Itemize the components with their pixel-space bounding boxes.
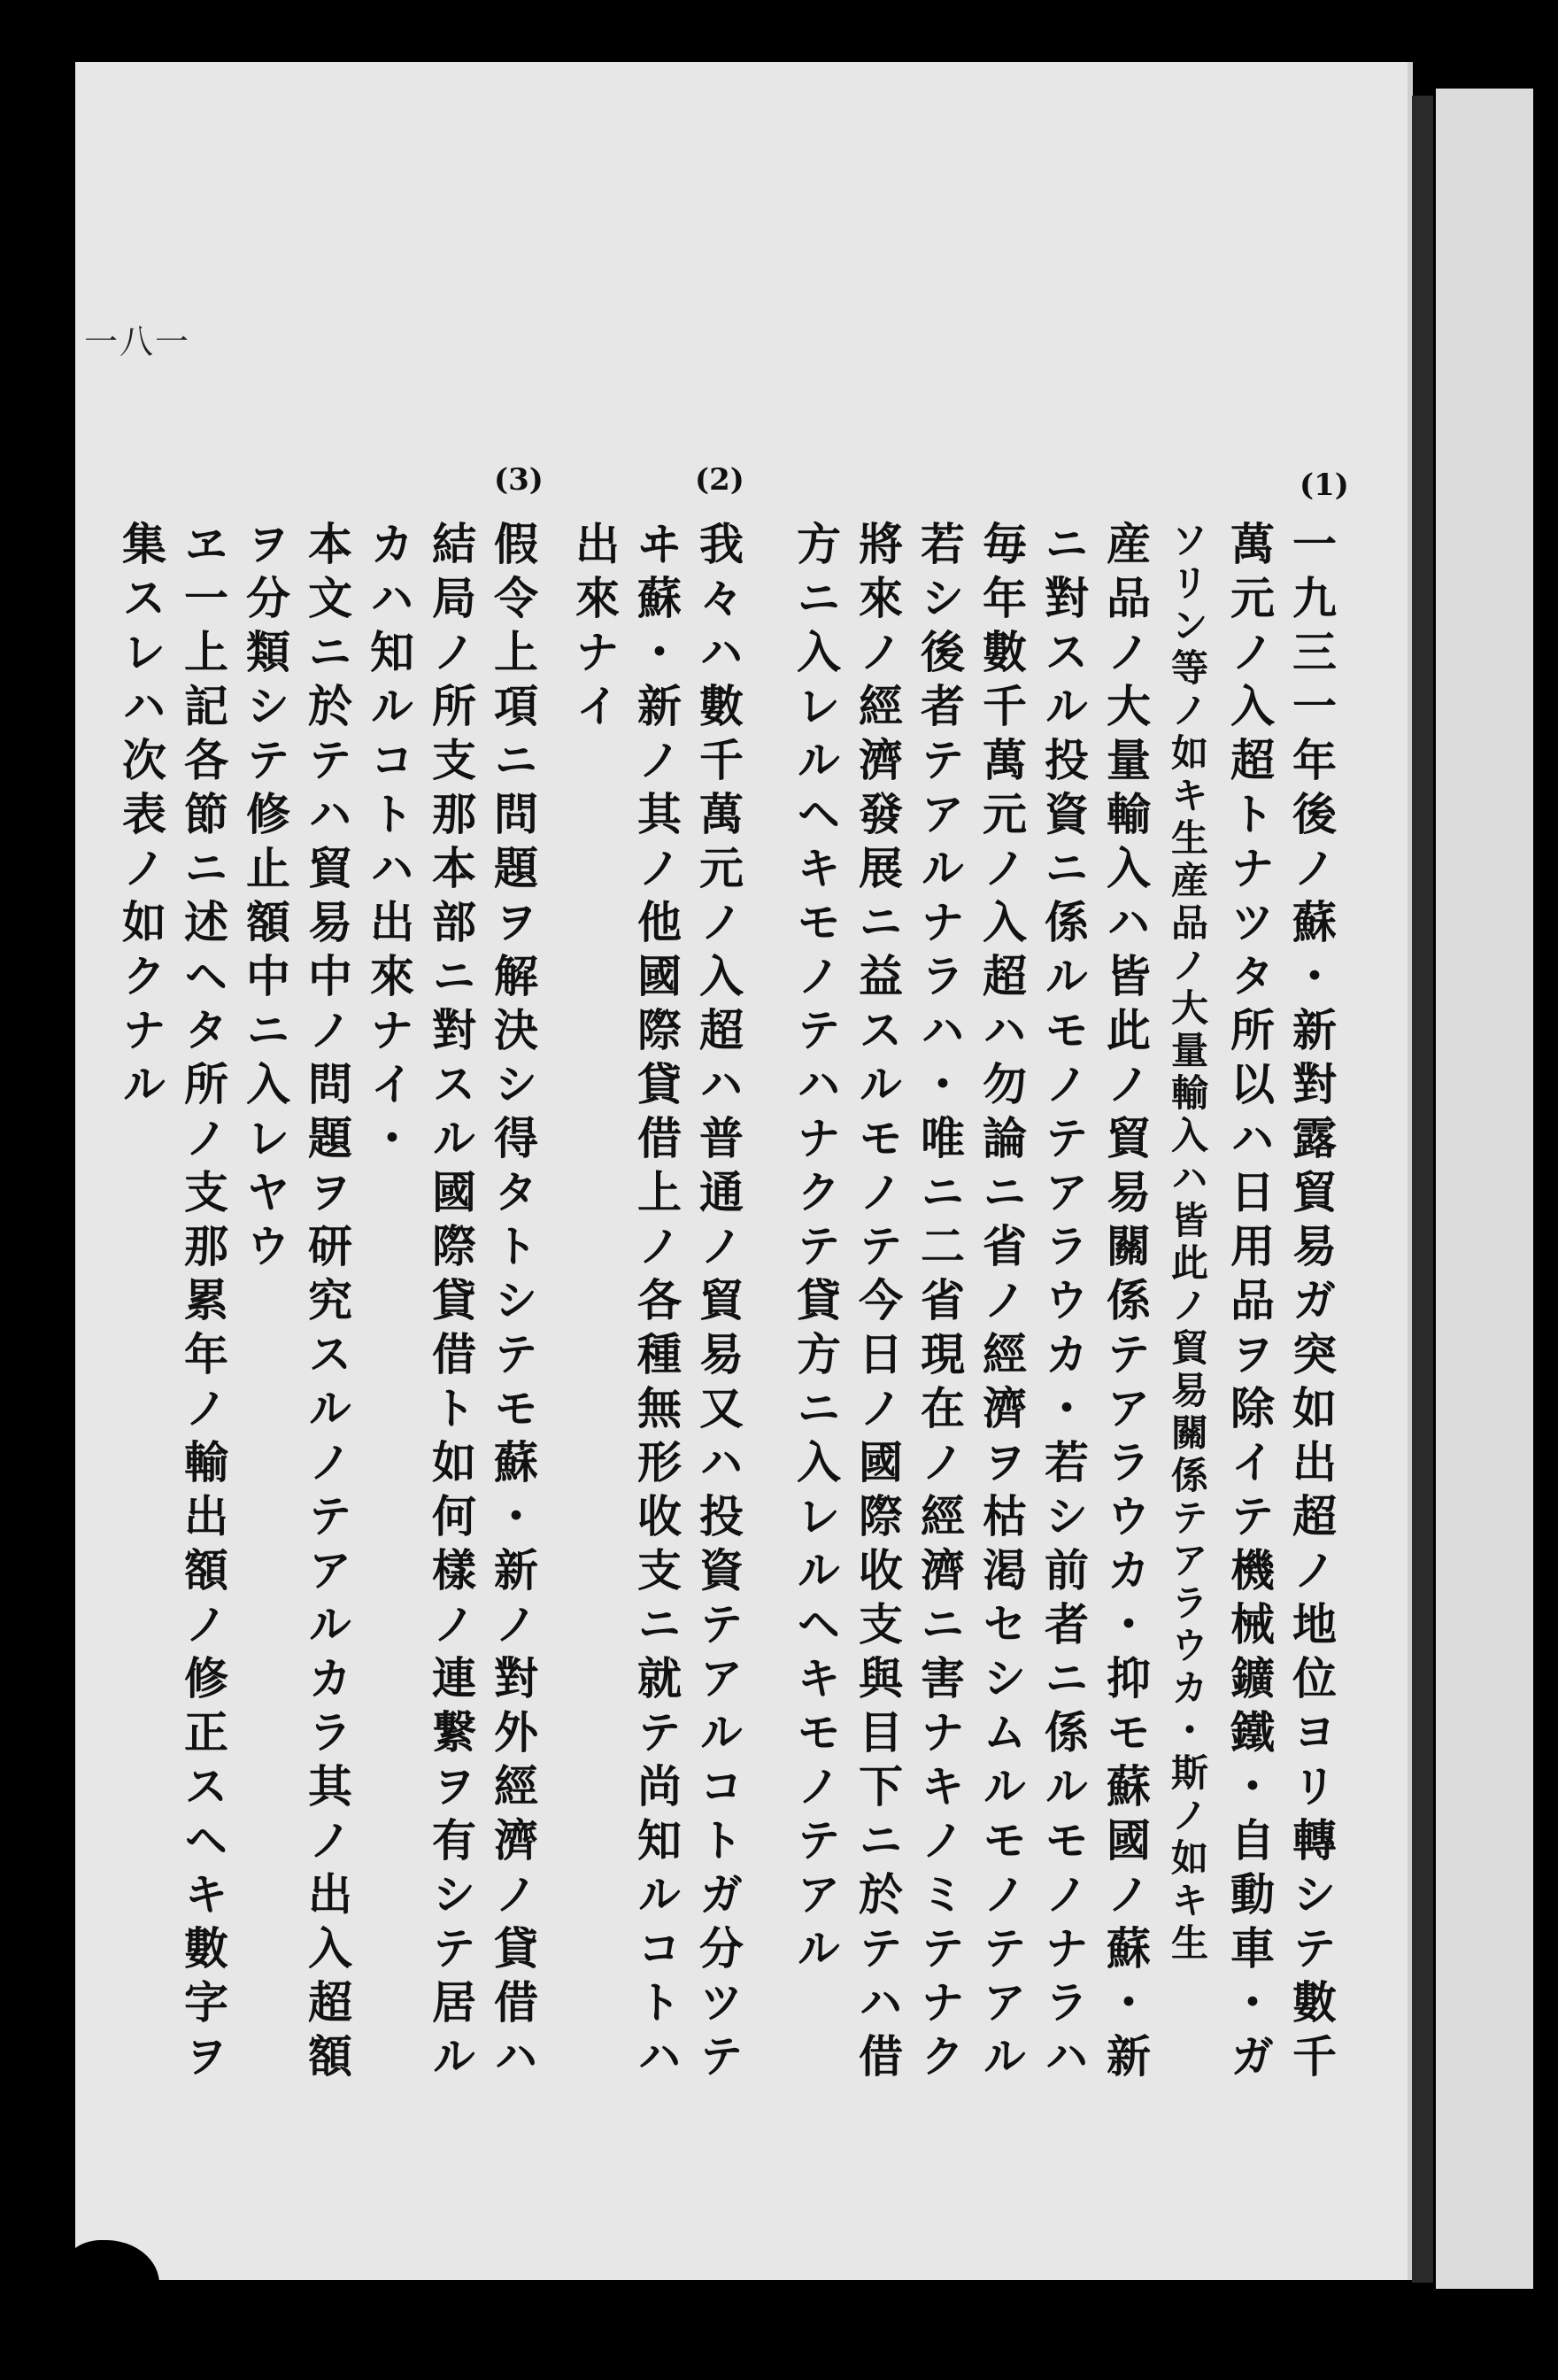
- text-column: カハ知ルコトハ出來ナイ・: [363, 521, 415, 1169]
- text-column: 結局ノ所支那本部ニ對スル國際貸借ト如何樣ノ連繋ヲ有シテ居ル: [425, 521, 477, 2087]
- text-column: 毎年數千萬元ノ入超ハ勿論ニ省ノ經濟ヲ枯渇セシムルモノテアル: [976, 521, 1028, 2087]
- text-column: ヱ一上記各節ニ述ヘタ所ノ支那累年ノ輸出額ノ修正スヘキ數字ヲ: [177, 521, 229, 2087]
- text-column: 萬元ノ入超トナツタ所以ハ日用品ヲ除イテ機械鑛鐵・自動車・ガ: [1223, 521, 1276, 2087]
- text-column: 産品ノ大量輸入ハ皆此ノ貿易關係テアラウカ・抑モ蘇國ノ蘇・新: [1099, 521, 1152, 2087]
- page-number: 一八一: [84, 322, 191, 361]
- text-column: 將來ノ經濟發展ニ益スルモノテ今日ノ國際收支與目下ニ於テハ借: [852, 521, 904, 2087]
- note-number-1: (1): [1300, 468, 1349, 503]
- text-column: 本文ニ於テハ貿易中ノ問題ヲ研究スルノテアルカラ其ノ出入超額: [301, 521, 353, 2087]
- text-column: ニ對スル投資ニ係ルモノテアラウカ・若シ前者ニ係ルモノナラハ: [1037, 521, 1090, 2087]
- text-column: 出來ナイ: [568, 521, 621, 737]
- text-column: 一九三一年後ノ蘇・新對露貿易ガ突如出超ノ地位ヨリ轉シテ數千: [1285, 521, 1338, 2087]
- text-column: ソリン等ノ如キ生産品ノ大量輸入ハ皆此ノ貿易關係テアラウカ・斯ノ如キ生: [1166, 521, 1209, 1966]
- text-column: 我々ハ數千萬元ノ入超ハ普通ノ貿易又ハ投資テアルコトガ分ツテ: [692, 521, 744, 2087]
- adjacent-page-edge: [1436, 89, 1533, 2289]
- book-spine: [1412, 96, 1433, 2283]
- text-column: 若シ後者テアルナラハ・唯ニ二省現在ノ經濟ニ害ナキノミテナク: [914, 521, 966, 2087]
- note-number-3: (3): [494, 462, 544, 498]
- text-column: ヰ蘇・新ノ其ノ他國際貸借上ノ各種無形收支ニ就テ尚知ルコトハ: [630, 521, 683, 2087]
- text-column: 方ニ入レルヘキモノテハナクテ貸方ニ入レルヘキモノテアル: [790, 521, 842, 1979]
- text-column: ヲ分類シテ修止額中ニ入レヤウ: [239, 521, 291, 1277]
- text-column: 假令上項ニ問題ヲ解決シ得タトシテモ蘇・新ノ對外經濟ノ貸借ハ: [487, 521, 539, 2087]
- note-number-2: (2): [695, 462, 744, 498]
- text-column: 集スレハ次表ノ如クナル: [115, 521, 167, 1115]
